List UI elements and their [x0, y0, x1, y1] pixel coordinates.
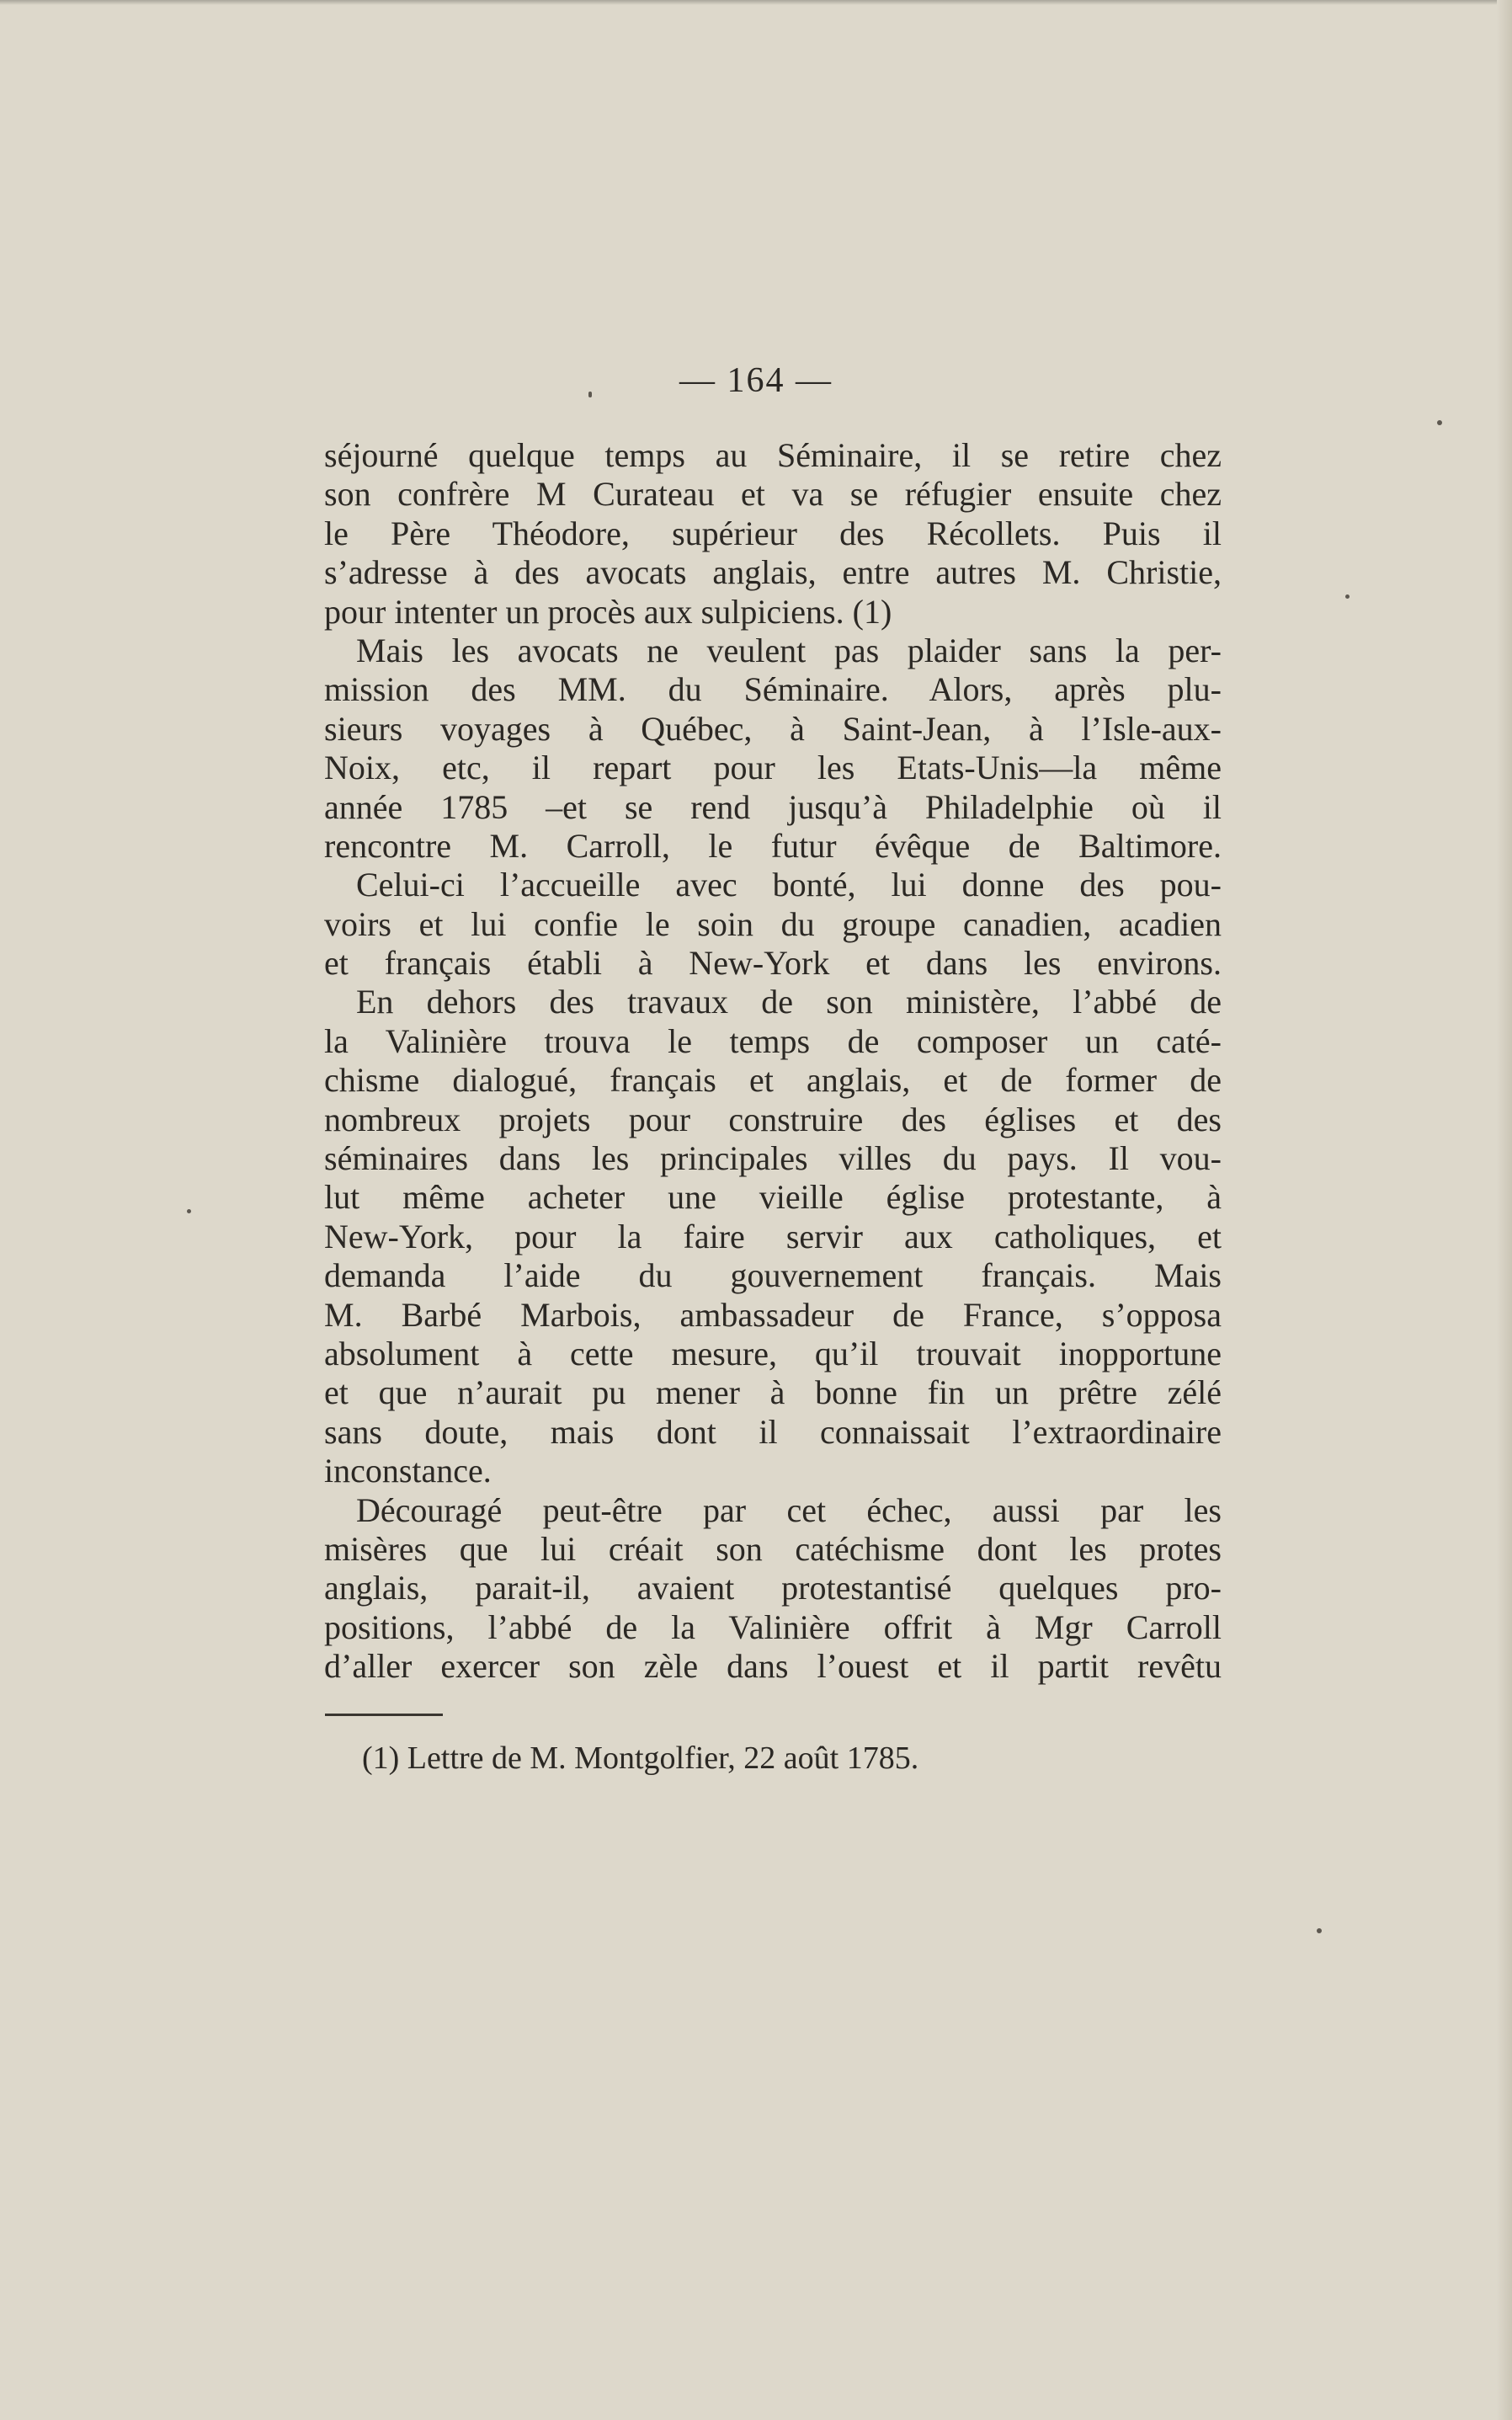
text-line: et que n’aurait pu mener à bonne fin un prêtre zélé [324, 1373, 1222, 1412]
text-line: inconstance. [324, 1452, 492, 1490]
text-line: son confrère M Curateau et va se réfugier ensuite chez [324, 475, 1222, 514]
footnote: (1) Lettre de M. Montgolfier, 22 août 1785. [362, 1740, 919, 1776]
text-line: sans doute, mais dont il connaissait l’extraordinaire [324, 1412, 1222, 1451]
text-line: la Valinière trouva le temps de composer un caté- [324, 1021, 1222, 1060]
footnote-divider [325, 1714, 443, 1716]
paper-speck [1437, 420, 1442, 425]
text-line: misères que lui créait son catéchisme dont les protes [324, 1529, 1222, 1568]
text-line: le Père Théodore, supérieur des Récollets. Puis il [324, 514, 1222, 552]
text-line: et français établi à New-York et dans les environs. [324, 944, 1222, 983]
paper-speck [187, 1209, 191, 1213]
paper-speck [588, 392, 592, 397]
text-line: voirs et lui confie le soin du groupe canadien, acadien [324, 904, 1222, 943]
text-line: séminaires dans les principales villes du pays. Il vou- [324, 1139, 1222, 1178]
text-line: sieurs voyages à Québec, à Saint-Jean, à l’Isle-aux- [324, 709, 1222, 748]
text-line: année 1785 –et se rend jusqu’à Philadelphie où il [324, 787, 1222, 826]
text-line: New-York, pour la faire servir aux catholiques, et [324, 1217, 1222, 1255]
paper-speck [1317, 1928, 1322, 1933]
body-text [324, 436, 1222, 1687]
text-line: positions, l’abbé de la Valinière offrit à Mgr Carroll [324, 1607, 1222, 1646]
text-line: Celui-ci l’accueille avec bonté, lui donne des pou- [356, 866, 1222, 904]
text-line: Noix, etc, il repart pour les Etats-Unis—la même [324, 749, 1222, 787]
text-line: lut même acheter une vieille église protestante, à [324, 1178, 1222, 1217]
text-line: demanda l’aide du gouvernement français. Mais [324, 1256, 1222, 1295]
text-line: Mais les avocats ne veulent pas plaider sans la per- [356, 631, 1222, 669]
page-number-header: — 164 — [679, 361, 833, 400]
paper-speck [1345, 594, 1350, 599]
text-line: chisme dialogué, français et anglais, et de former de [324, 1061, 1222, 1100]
text-line: M. Barbé Marbois, ambassadeur de France, s’opposa [324, 1295, 1222, 1334]
text-line: rencontre M. Carroll, le futur évêque de Baltimore. [324, 826, 1222, 865]
text-line: mission des MM. du Séminaire. Alors, après plu- [324, 670, 1222, 709]
page-top-shadow [0, 0, 1512, 5]
text-line: d’aller exercer son zèle dans l’ouest et il partit revêtu [324, 1647, 1222, 1686]
text-line: anglais, parait-il, avaient protestantisé quelques pro- [324, 1569, 1222, 1607]
text-line: Découragé peut-être par cet échec, aussi par les [356, 1490, 1222, 1529]
text-line: absolument à cette mesure, qu’il trouvait inopportune [324, 1334, 1222, 1373]
text-line: nombreux projets pour construire des églises et des [324, 1100, 1222, 1138]
text-line: pour intenter un procès aux sulpiciens. (1) [324, 592, 892, 631]
text-line: séjourné quelque temps au Séminaire, il se retire chez [324, 436, 1222, 474]
text-line: s’adresse à des avocats anglais, entre autres M. Christie, [324, 553, 1222, 592]
text-line: En dehors des travaux de son ministère, l’abbé de [356, 983, 1222, 1021]
